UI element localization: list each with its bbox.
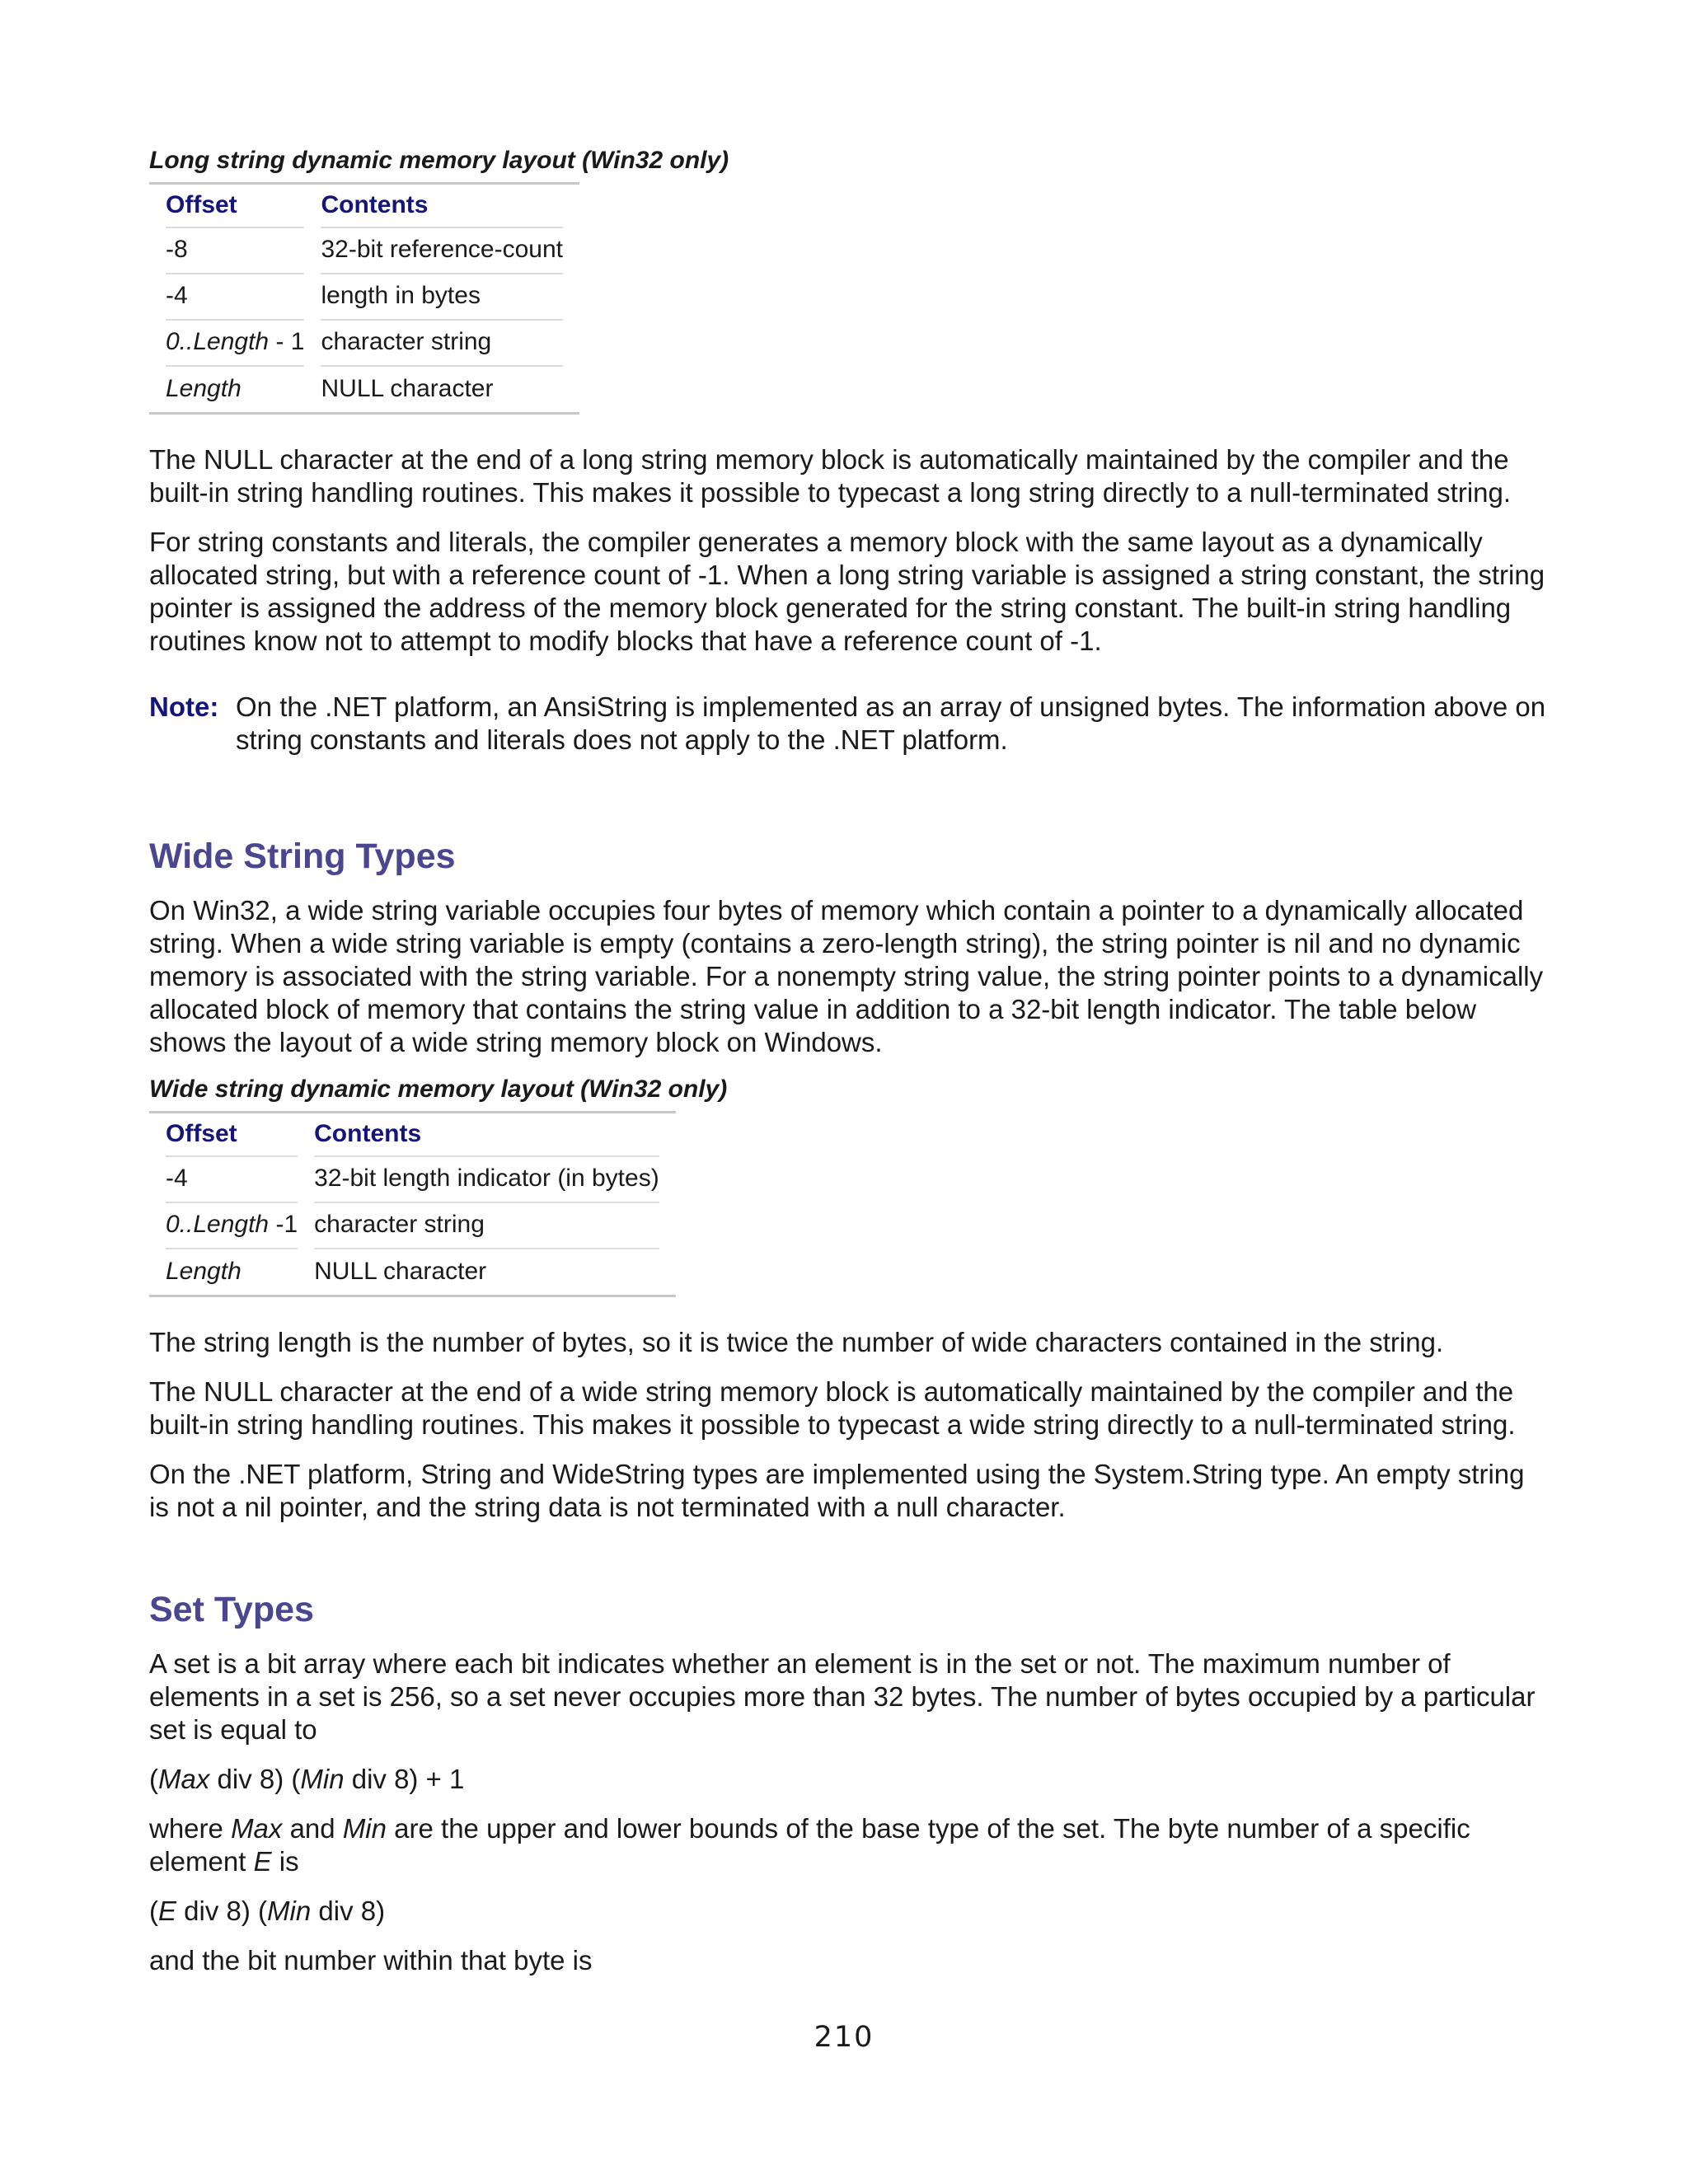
offset-cell: -4 (166, 273, 304, 321)
formula-byte-number: (E div 8) (Min div 8) (149, 1896, 386, 1926)
table-row (149, 320, 579, 366)
paragraph-wide-length: The string length is the number of bytes, so it is twice the number of wide characters contained in the string. (149, 1327, 1444, 1357)
note-block (149, 691, 1550, 757)
table-row (149, 366, 579, 412)
contents-cell: length in bytes (321, 273, 563, 321)
heading-set-types: Set Types (149, 1590, 314, 1629)
table-row (149, 1202, 676, 1249)
column-header-offset: Offset (166, 1113, 298, 1157)
contents-cell: character string (314, 1202, 659, 1249)
column-header-contents: Contents (314, 1113, 659, 1157)
paragraph-set-where: where Max and Min are the upper and lower bounds of the base type of the set. The byte number of a specific element E is (149, 1813, 1478, 1877)
paragraph-null-wide: The NULL character at the end of a wide string memory block is automatically maintained by the compiler and the built-in string handling routines. This makes it possible to typecast a wide string directly to a null-terminated string. (149, 1376, 1516, 1440)
offset-cell: Length (166, 1258, 241, 1285)
wide-table-caption: Wide string dynamic memory layout (Win32 only) (149, 1076, 728, 1103)
long-table-caption: Long string dynamic memory layout (Win32 only) (149, 147, 729, 174)
paragraph-string-constants: For string constants and literals, the compiler generates a memory block with the same layout as a dynamically allocated string, but with a reference count of -1. When a long string variable is assigned a string constant, the string pointer is assigned the address of the memory block generated for the string constant. The built-in string handling routines know not to attempt to modify blocks that have a reference count of -1. (149, 527, 1545, 656)
contents-cell: 32-bit reference-count (321, 227, 563, 274)
column-header-contents: Contents (321, 184, 563, 228)
contents-cell: NULL character (314, 1258, 487, 1285)
column-header-offset: Offset (166, 184, 304, 228)
paragraph-null-long: The NULL character at the end of a long string memory block is automatically maintained by the compiler and the built-in string handling routines. This makes it possible to typecast a long string directly to a null-terminated string. (149, 444, 1512, 508)
table-row (149, 1249, 676, 1295)
offset-cell: -8 (166, 227, 304, 274)
offset-cell: Length (166, 375, 241, 402)
table-row (149, 274, 579, 320)
paragraph-dotnet-strings: On the .NET platform, String and WideString types are implemented using the System.String type. An empty string is not a nil pointer, and the string data is not terminated with a null character. (149, 1459, 1525, 1522)
table-row (149, 227, 579, 274)
table-row (149, 1156, 676, 1202)
paragraph-bit-number: and the bit number within that byte is (149, 1945, 593, 1975)
table-header-row (149, 1113, 676, 1156)
long-string-layout-table (149, 182, 579, 415)
contents-cell: 32-bit length indicator (in bytes) (314, 1155, 659, 1203)
heading-wide-string-types: Wide String Types (149, 837, 456, 876)
offset-cell: -4 (166, 1155, 298, 1203)
note-label: Note: (149, 691, 219, 722)
contents-cell: character string (321, 319, 563, 367)
wide-string-layout-table (149, 1111, 676, 1297)
page-number: 210 (814, 2021, 874, 2054)
paragraph-set-intro: A set is a bit array where each bit indicates whether an element is in the set or not. The maximum number of elements in a set is 256, so a set never occupies more than 32 bytes. The number of bytes occupied by a particular set is equal to (149, 1648, 1536, 1745)
table-header-row (149, 185, 579, 227)
offset-cell: 0..Length - 1 (166, 319, 304, 367)
contents-cell: NULL character (321, 375, 494, 402)
paragraph-wide-intro: On Win32, a wide string variable occupies four bytes of memory which contain a pointer to a dynamically allocated string. When a wide string variable is empty (contains a zero-length string), the string pointer is nil and no dynamic memory is associated with the string variable. For a nonempty string value, the string pointer points to a dynamically allocated block of memory that contains the string value in addition to a 32-bit length indicator. The table below shows the layout of a wide string memory block on Windows. (149, 895, 1544, 1057)
offset-cell: 0..Length -1 (166, 1202, 298, 1249)
formula-set-size: (Max div 8) (Min div 8) + 1 (149, 1764, 465, 1794)
note-text: On the .NET platform, an AnsiString is implemented as an array of unsigned bytes. The information above on string constants and literals does not apply to the .NET platform. (236, 691, 1546, 755)
